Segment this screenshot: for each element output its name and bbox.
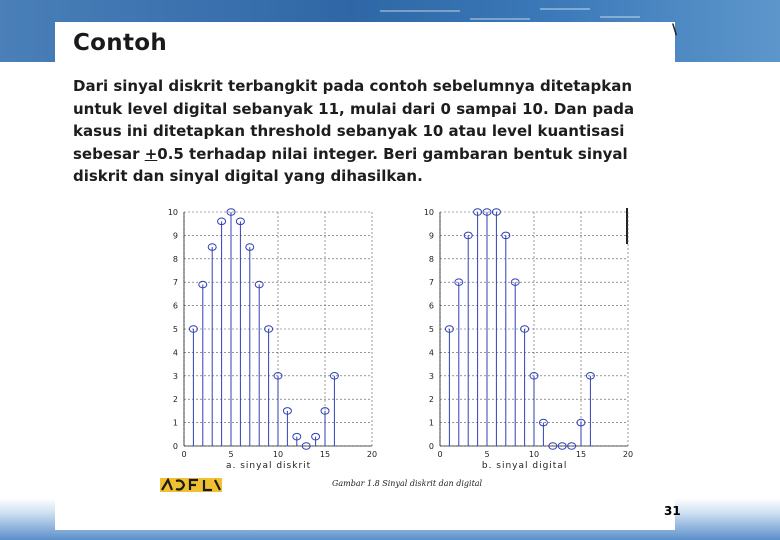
- header-streak: [380, 10, 460, 12]
- x-tick-label: 5: [228, 450, 234, 459]
- x-tick-label: 20: [622, 450, 634, 459]
- y-tick-label: 1: [428, 418, 434, 428]
- x-tick-label: 15: [319, 450, 331, 459]
- x-tick-label: 0: [181, 450, 187, 459]
- y-tick-label: 10: [167, 208, 178, 217]
- y-tick-label: 7: [172, 278, 178, 288]
- header-streak: [540, 8, 590, 10]
- corner-mark: \: [672, 22, 678, 38]
- publisher-logo: [160, 478, 222, 492]
- y-tick-label: 9: [172, 231, 178, 241]
- paragraph-line: 0.5 terhadap nilai integer. Beri gambaran bentuk sinyal: [157, 144, 628, 163]
- problem-paragraph: [73, 75, 673, 188]
- y-tick-label: 0: [172, 442, 178, 451]
- figure-caption: Gambar 1.8 Sinyal diskrit dan digital: [332, 479, 483, 488]
- y-tick-label: 0: [428, 442, 434, 451]
- x-tick-label: 10: [272, 450, 284, 459]
- y-tick-label: 5: [428, 325, 434, 334]
- y-tick-label: 10: [423, 208, 434, 217]
- x-tick-label: 15: [575, 450, 587, 459]
- x-tick-label: 0: [437, 450, 443, 459]
- y-tick-label: 6: [428, 301, 434, 311]
- paragraph-line: kasus ini ditetapkan threshold sebanyak 10 atau level kuantisasi: [73, 122, 625, 140]
- x-tick-label: 20: [366, 450, 378, 459]
- x-axis-label: a. sinyal diskrit: [226, 461, 312, 471]
- paragraph-line: untuk level digital sebanyak 11, mulai dari 0 sampai 10. Dan pada: [73, 99, 635, 118]
- paragraph-line: sebesar: [73, 144, 145, 163]
- y-tick-label: 8: [172, 254, 178, 264]
- paragraph-line: Dari sinyal diskrit terbangkit pada contoh sebelumnya ditetapkan: [73, 77, 633, 95]
- x-tick-label: 5: [484, 450, 490, 459]
- y-tick-label: 7: [428, 278, 434, 288]
- y-tick-label: 9: [428, 231, 434, 241]
- page-number: 31: [664, 504, 681, 518]
- slide-title: Contoh: [73, 30, 168, 56]
- signal-charts: [158, 200, 638, 472]
- y-tick-label: 6: [172, 301, 178, 311]
- x-tick-label: 10: [528, 450, 540, 459]
- header-streak: [470, 18, 530, 20]
- x-axis-label: b. sinyal digital: [481, 461, 568, 471]
- y-tick-label: 3: [172, 371, 178, 381]
- y-tick-label: 2: [428, 395, 434, 405]
- y-tick-label: 3: [428, 371, 434, 381]
- y-tick-label: 4: [428, 348, 434, 358]
- header-streak: [600, 16, 640, 18]
- y-tick-label: 4: [172, 348, 178, 358]
- paragraph-line: diskrit dan sinyal digital yang dihasilkan.: [73, 167, 423, 185]
- y-tick-label: 5: [172, 325, 178, 334]
- y-tick-label: 2: [172, 395, 178, 405]
- y-tick-label: 8: [428, 254, 434, 264]
- plus-minus-sign: +: [144, 144, 158, 163]
- y-tick-label: 1: [172, 418, 178, 428]
